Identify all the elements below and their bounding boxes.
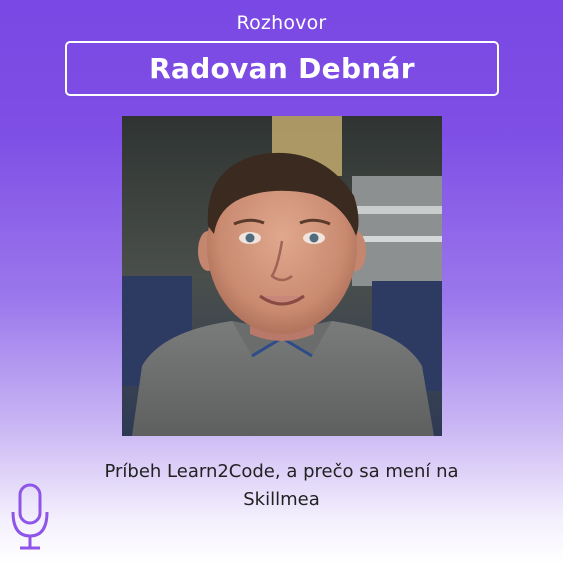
episode-title: Príbeh Learn2Code, a prečo sa mení na Skillmea — [104, 461, 459, 510]
portrait-illustration — [122, 116, 442, 436]
interviewee-name: Radovan Debnár — [149, 52, 415, 85]
name-frame — [65, 41, 499, 96]
portrait-photo — [122, 116, 442, 436]
microphone-icon — [10, 482, 50, 554]
section-label: Rozhovor — [236, 12, 327, 34]
